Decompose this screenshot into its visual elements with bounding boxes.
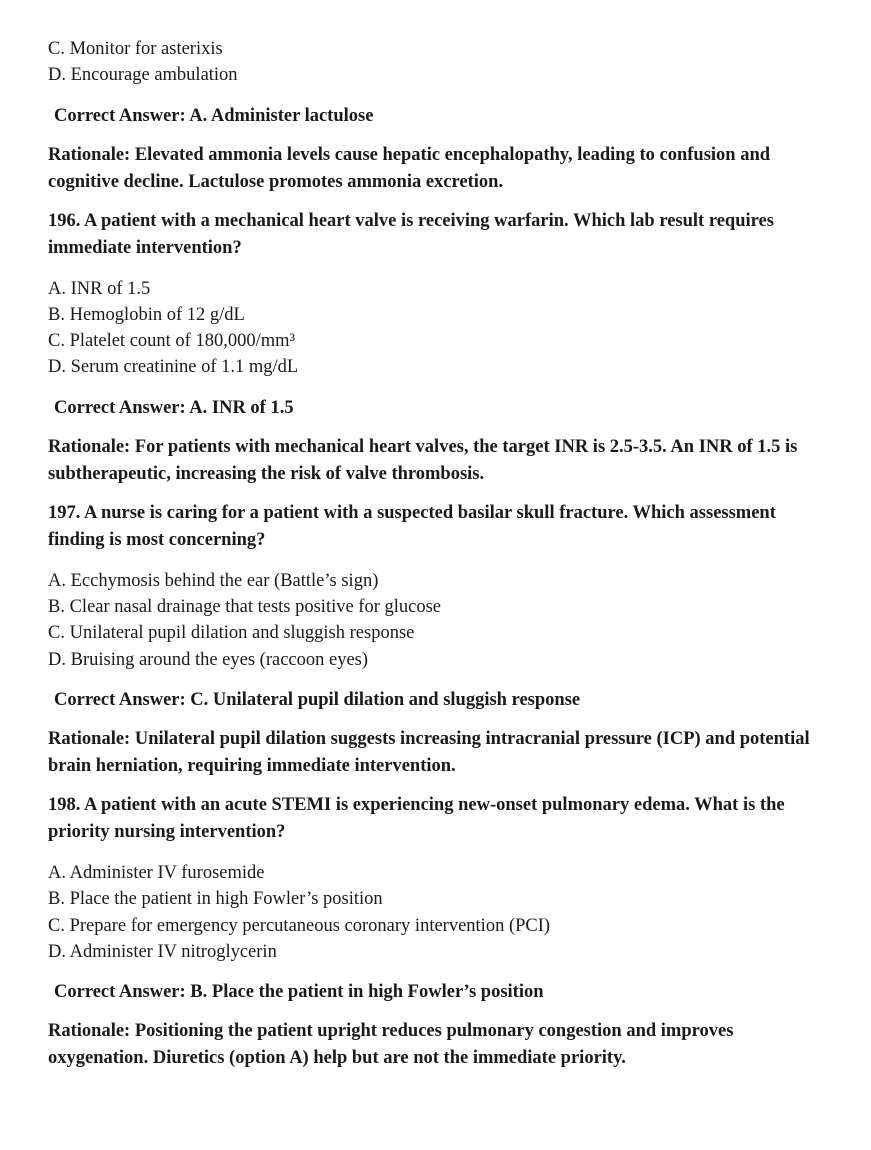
option-d: D. Administer IV nitroglycerin [48, 941, 277, 962]
option-d: D. Serum creatinine of 1.1 mg/dL [48, 357, 299, 378]
option-b: B. Hemoglobin of 12 g/dL [48, 304, 245, 325]
correct-answer: Correct Answer: A. Administer lactulose [54, 105, 374, 126]
rationale: Rationale: Elevated ammonia levels cause hepatic encephalopathy, leading to confusion and cognitive decline. Lactulose promotes ammonia excretion. [48, 144, 771, 192]
question-text: 197. A nurse is caring for a patient with a suspected basilar skull fracture. Which assessment finding is most concerning? [48, 502, 776, 550]
rationale: Rationale: For patients with mechanical heart valves, the target INR is 2.5-3.5. An INR of 1.5 is subtherapeutic, increasing the risk of valve thrombosis. [48, 436, 798, 484]
option-c: C. Prepare for emergency percutaneous coronary intervention (PCI) [48, 915, 551, 936]
rationale: Rationale: Positioning the patient upright reduces pulmonary congestion and improves oxygenation. Diuretics (option A) help but are not the immediate priority. [48, 1021, 734, 1069]
question-text: 198. A patient with an acute STEMI is experiencing new-onset pulmonary edema. What is the priority nursing intervention? [48, 794, 785, 842]
question-196-block [48, 208, 828, 488]
option-d: D. Encourage ambulation [48, 65, 238, 86]
correct-answer: Correct Answer: A. INR of 1.5 [54, 397, 294, 418]
rationale: Rationale: Unilateral pupil dilation suggests increasing intracranial pressure (ICP) and potential brain herniation, requiring immediate intervention. [48, 728, 810, 776]
document-page [48, 36, 828, 1072]
option-a: A. INR of 1.5 [48, 278, 151, 299]
option-b: B. Place the patient in high Fowler’s position [48, 889, 383, 910]
option-d: D. Bruising around the eyes (raccoon eyes) [48, 649, 369, 670]
option-b: B. Clear nasal drainage that tests positive for glucose [48, 597, 442, 618]
question-195-block [48, 36, 828, 196]
question-text: 196. A patient with a mechanical heart valve is receiving warfarin. Which lab result requires immediate intervention? [48, 210, 774, 258]
correct-answer: Correct Answer: C. Unilateral pupil dilation and sluggish response [54, 689, 581, 710]
option-c: C. Monitor for asterixis [48, 39, 223, 59]
option-a: A. Ecchymosis behind the ear (Battle’s sign) [48, 570, 379, 591]
option-c: C. Unilateral pupil dilation and sluggish response [48, 623, 415, 644]
correct-answer: Correct Answer: B. Place the patient in high Fowler’s position [54, 982, 544, 1003]
option-a: A. Administer IV furosemide [48, 862, 265, 883]
option-c: C. Platelet count of 180,000/mm³ [48, 331, 296, 352]
question-197-block [48, 500, 828, 780]
question-198-block [48, 792, 828, 1072]
